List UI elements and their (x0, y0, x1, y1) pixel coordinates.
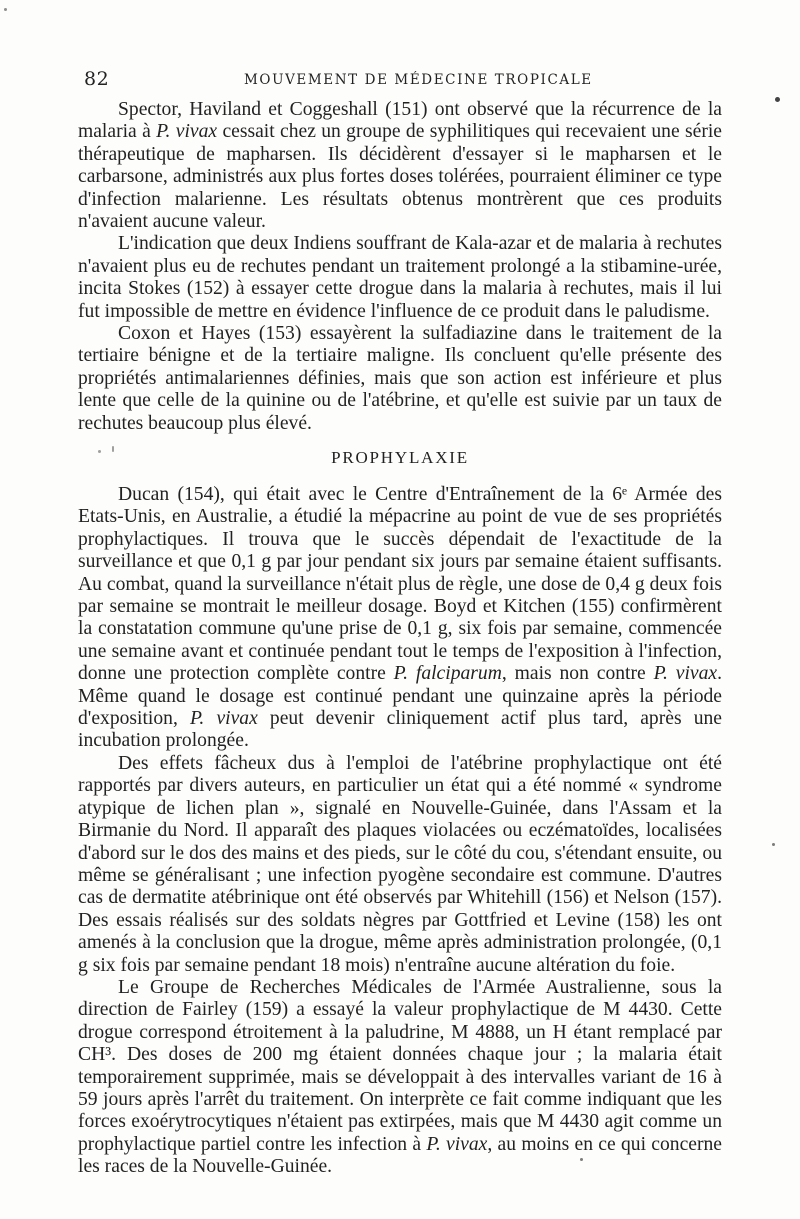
text-run: Spector, Haviland et Coggeshall (151) ont observé que la récurrence de la malaria à (78, 99, 722, 143)
species-name: P. vivax (426, 1133, 488, 1155)
paragraph-ducan (78, 484, 722, 753)
paragraph-stibamine (78, 233, 722, 323)
species-name: P. vivax (156, 121, 218, 143)
print-speck (98, 450, 101, 453)
running-title: MOUVEMENT DE MÉDECINE TROPICALE (244, 72, 593, 88)
bottom-text-block (78, 484, 722, 1179)
print-speck (4, 8, 7, 11)
text-run: . Même quand le dosage est continué pendant une quinzaine après la période d'exposition, (78, 663, 722, 730)
print-speck (112, 446, 114, 452)
section-heading: PROPHYLAXIE (331, 448, 469, 467)
top-text-block (78, 99, 722, 435)
paragraph-effets-facheux (78, 753, 722, 977)
page-number: 82 (84, 68, 110, 90)
text-run: , au moins en ce qui concerne les races de la Nouvelle-Guinée. (78, 1133, 722, 1178)
print-speck (775, 97, 780, 102)
text-run: Le Groupe de Recherches Médicales de l'Armée Australienne, sous la direction de Fairley (159) a essayé la valeur prophylactique de M 4430. Cette drogue correspond étroitement à la paludrine, M 4888, un H étant remplacé par CH³. Des doses de 200 mg étaient données chaque jour ; la malaria était temporairement supprimée, mais se développait à des intervalles variant de 16 à 59 jours après l'arrêt du traitement. On interprète ce fait comme indiquant que les forces exoérytrocytiques n'étaient pas extirpées, mais que M 4430 agit comme un prophylactique partiel contre les infection à (78, 976, 722, 1155)
paragraph-mapharsen (78, 99, 722, 233)
text-run: peut devenir cliniquement actif plus tard, après une incubation prolongée. (78, 708, 722, 752)
text-run: cessait chez un groupe de syphilitiques qui recevaient une série thérapeutique de mapharsen. Ils décidèrent d'essayer si le mapharsen et le carbarsone, administrés aux plus fortes doses tolérées, pourraient éliminer ce type d'infection malarienne. Les résultats obtenus montrèrent que ces produits n'avaient aucune valeur. (78, 121, 722, 233)
species-name: P. vivax (189, 708, 258, 730)
text-run: , mais non contre (501, 663, 654, 685)
print-speck (580, 1158, 583, 1161)
paragraph-sulfadiazine (78, 323, 722, 435)
text-run: Coxon et Hayes (153) essayèrent la sulfadiazine dans le traitement de la tertiaire bénigne et de la tertiaire maligne. Ils concluent qu'elle présente des propriétés antimalariennes définies, mais que son action est inférieure et plus lente que celle de la quinine ou de l'atébrine, et qu'elle est suivie par un taux de rechutes beaucoup plus élevé. (78, 323, 722, 434)
text-run: L'indication que deux Indiens souffrant de Kala-azar et de malaria à rechutes n'avaient plus eu de rechutes pendant un traitement prolongé a la stibamine-urée, incita Stokes (152) à essayer cette drogue dans la malaria à rechutes, mais il lui fut impossible de mettre en évidence l'influence de ce produit dans le paludisme. (78, 233, 722, 322)
page-header (84, 68, 724, 96)
paragraph-groupe-recherches (78, 977, 722, 1179)
text-run: Ducan (154), qui était avec le Centre d'Entraînement de la 6ᵉ Armée des Etats-Unis, en Australie, a étudié la mépacrine au point de vue de ses propriétés prophylactiques. Il trouva que le succès dépendait de l'exactitude de la surveillance et que 0,1 g par jour pendant six jours par semaine étaient suffisants. Au combat, quand la surveillance n'était plus de règle, une dose de 0,4 g deux fois par semaine se montrait le meilleur dosage. Boyd et Kitchen (155) confirmèrent la constatation commune qu'une prise de 0,1 g, six fois par semaine, commencée une semaine avant et continuée pendant tout le temps de l'exposition à l'infection, donne une protection complète contre (78, 484, 722, 685)
species-name: P. falciparum (393, 663, 502, 685)
text-run: Des effets fâcheux dus à l'emploi de l'atébrine prophylactique ont été rapportés par divers auteurs, en particulier un état qui a été nommé « syndrome atypique de lichen plan », signalé en Nouvelle-Guinée, dans l'Assam et la Birmanie du Nord. Il apparaît des plaques violacées ou eczématoïdes, localisées d'abord sur le dos des mains et des pieds, sur le côté du cou, s'étendant ensuite, ou même se généralisant ; une infection pyogène secondaire est commune. D'autres cas de dermatite atébrinique ont été observés par Whitehill (156) et Nelson (157). Des essais réalisés sur des soldats nègres par Gottfried et Levine (158) les ont amenés à la conclusion que la drogue, même après administration prolongée, (0,1 g six fois par semaine pendant 18 mois) n'entraîne aucune altération du foie. (78, 752, 722, 976)
species-name: P. vivax (653, 663, 718, 685)
print-speck (772, 843, 775, 846)
